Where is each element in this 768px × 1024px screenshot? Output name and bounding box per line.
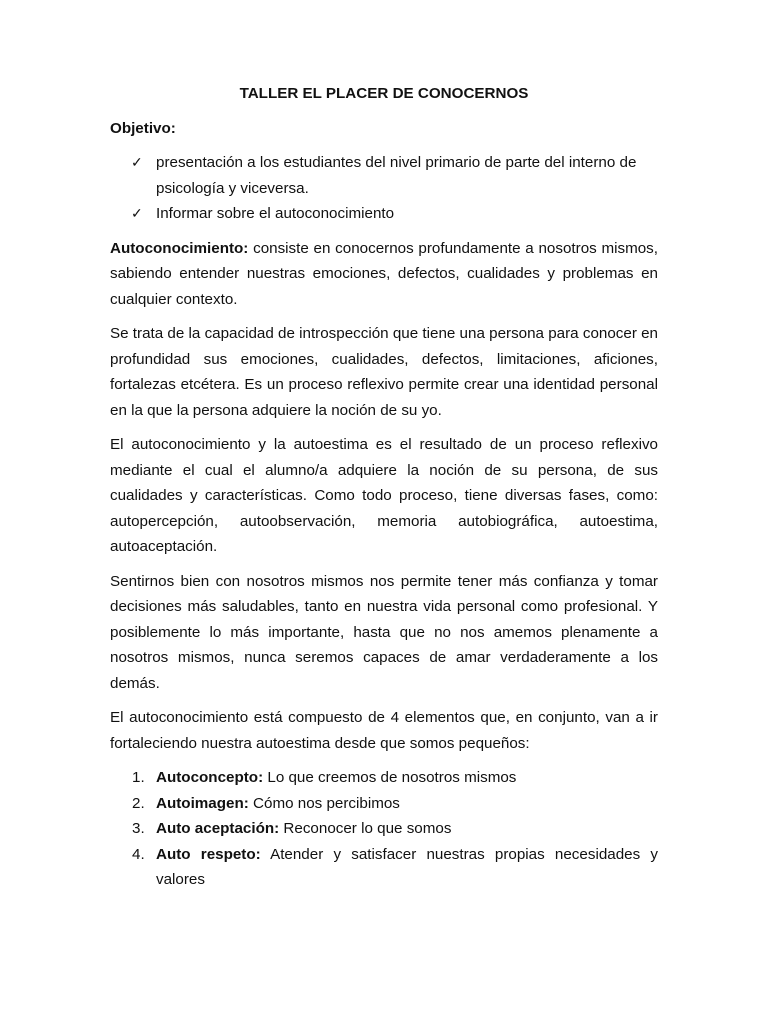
element-term: Autoconcepto: bbox=[156, 769, 264, 786]
element-number: 3. bbox=[132, 820, 145, 837]
objective-text: presentación a los estudiantes del nivel primario de parte del interno de psicología y viceversa. bbox=[156, 154, 637, 197]
element-text: Cómo nos percibimos bbox=[248, 794, 400, 812]
page-title: TALLER EL PLACER DE CONOCERNOS bbox=[239, 85, 529, 102]
body-paragraph: El autoconocimiento está compuesto de 4 elementos que, en conjunto, van a ir fortaleciendo nuestra autoestima desde que somos pequeños: bbox=[110, 709, 658, 752]
elements-list bbox=[110, 765, 658, 893]
element-term: Auto aceptación: bbox=[156, 820, 280, 837]
objective-item bbox=[131, 201, 658, 227]
element-item bbox=[132, 816, 658, 842]
definition-term: Autoconocimiento: bbox=[110, 239, 249, 257]
body-paragraph: Sentirnos bien con nosotros mismos nos permite tener más confianza y tomar decisiones más saludables, tanto en nuestra vida personal como profesional. Y posiblemente lo más importante, hasta que no nos amemos plenamente a nosotros mismos, nunca seremos capaces de amar verdaderamente a los demás. bbox=[110, 572, 658, 692]
element-text: Atender y satisfacer nuestras propias necesidades y valores bbox=[156, 845, 658, 888]
definition-paragraph bbox=[110, 236, 658, 313]
body-paragraph: El autoconocimiento y la autoestima es el resultado de un proceso reflexivo mediante el cual el alumno/a adquiere la noción de su persona, de sus cualidades y características. Como todo proceso, tiene diversas fases, como: autopercepción, autoobservación, memoria autobiográfica, autoestima, autoaceptación. bbox=[110, 436, 658, 555]
objective-list bbox=[110, 150, 658, 227]
body-paragraph: Se trata de la capacidad de introspección que tiene una persona para conocer en profundidad sus emociones, cualidades, defectos, limitaciones, aficiones, fortalezas etcétera. Es un proceso reflexivo permite crear una identidad personal en la que la persona adquiere la noción de su yo. bbox=[110, 325, 658, 419]
element-number: 2. bbox=[132, 794, 145, 812]
objective-item bbox=[131, 150, 658, 201]
element-number: 1. bbox=[132, 769, 145, 786]
element-text: Lo que creemos de nosotros mismos bbox=[263, 769, 517, 786]
element-text: Reconocer lo que somos bbox=[279, 820, 452, 837]
element-term: Autoimagen: bbox=[156, 794, 249, 812]
element-number: 4. bbox=[132, 845, 145, 863]
element-item bbox=[132, 791, 658, 817]
element-item bbox=[132, 842, 658, 893]
element-item bbox=[132, 765, 658, 791]
definition-text: consiste en conocernos profundamente a nosotros mismos, sabiendo entender nuestras emociones, defectos, cualidades y problemas en cualquier contexto. bbox=[110, 239, 658, 308]
objective-label: Objetivo: bbox=[110, 119, 176, 137]
element-term: Auto respeto: bbox=[156, 845, 261, 863]
check-mark-icon: ✓ bbox=[131, 154, 143, 170]
objective-text: Informar sobre el autoconocimiento bbox=[156, 205, 395, 222]
check-mark-icon: ✓ bbox=[131, 205, 143, 221]
